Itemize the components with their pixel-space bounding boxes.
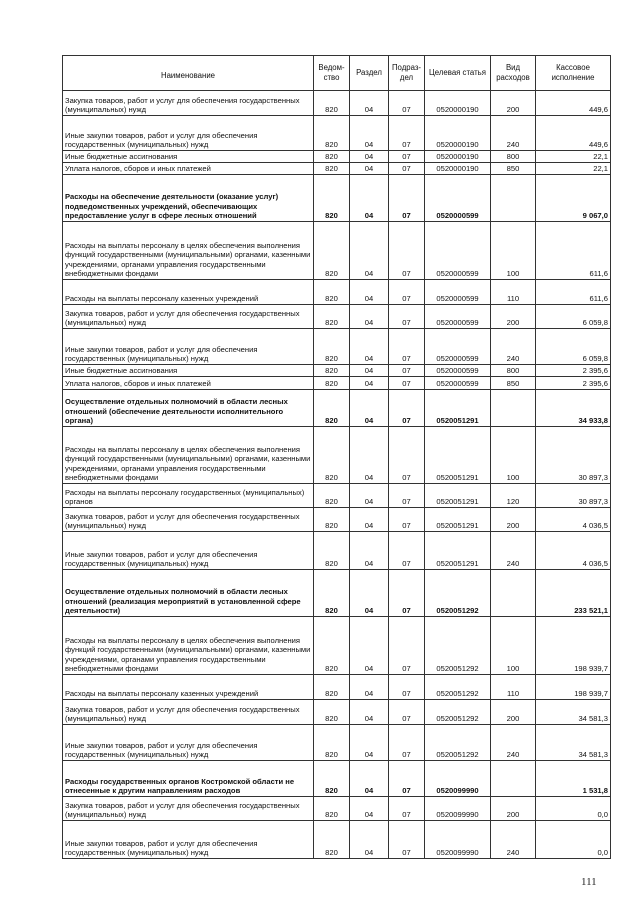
cell-podrazdel: 07 xyxy=(389,151,425,163)
cell-cash: 22,1 xyxy=(536,151,611,163)
cell-razdel: 04 xyxy=(350,675,389,700)
cell-vid: 100 xyxy=(491,222,536,280)
cell-podrazdel: 07 xyxy=(389,427,425,484)
table-row xyxy=(63,761,611,797)
cell-vid: 850 xyxy=(491,377,536,390)
cell-target: 0520000599 xyxy=(425,175,491,222)
table-row xyxy=(63,280,611,305)
cell-ved: 820 xyxy=(314,700,350,725)
cell-target: 0520000599 xyxy=(425,280,491,305)
cell-ved: 820 xyxy=(314,151,350,163)
cell-vid: 240 xyxy=(491,821,536,859)
cell-target: 0520000190 xyxy=(425,163,491,175)
cell-vid: 110 xyxy=(491,675,536,700)
header-cash: Кассовое исполнение xyxy=(536,56,611,91)
cell-razdel: 04 xyxy=(350,305,389,329)
cell-target: 0520051292 xyxy=(425,675,491,700)
cell-target: 0520051291 xyxy=(425,508,491,532)
cell-razdel: 04 xyxy=(350,151,389,163)
cell-target: 0520051291 xyxy=(425,484,491,508)
cell-ved: 820 xyxy=(314,365,350,377)
cell-cash: 2 395,6 xyxy=(536,377,611,390)
cell-cash: 233 521,1 xyxy=(536,570,611,617)
cell-razdel: 04 xyxy=(350,175,389,222)
header-ved: Ведом-ство xyxy=(314,56,350,91)
cell-vid xyxy=(491,570,536,617)
cell-ved: 820 xyxy=(314,427,350,484)
table-row xyxy=(63,675,611,700)
cell-podrazdel: 07 xyxy=(389,797,425,821)
table-row xyxy=(63,570,611,617)
cell-target: 0520051291 xyxy=(425,390,491,427)
cell-name: Расходы на выплаты персоналу казенных учреждений xyxy=(63,675,314,700)
cell-podrazdel: 07 xyxy=(389,163,425,175)
cell-target: 0520051292 xyxy=(425,570,491,617)
cell-cash: 6 059,8 xyxy=(536,305,611,329)
cell-vid: 110 xyxy=(491,280,536,305)
cell-cash: 2 395,6 xyxy=(536,365,611,377)
cell-target: 0520000190 xyxy=(425,151,491,163)
cell-cash: 449,6 xyxy=(536,91,611,116)
cell-name: Закупка товаров, работ и услуг для обеспечения государственных (муниципальных) нужд xyxy=(63,305,314,329)
cell-podrazdel: 07 xyxy=(389,821,425,859)
cell-vid: 800 xyxy=(491,151,536,163)
cell-podrazdel: 07 xyxy=(389,700,425,725)
cell-cash: 22,1 xyxy=(536,163,611,175)
cell-podrazdel: 07 xyxy=(389,222,425,280)
cell-name: Иные закупки товаров, работ и услуг для обеспечения государственных (муниципальных) нужд xyxy=(63,725,314,761)
cell-cash: 30 897,3 xyxy=(536,484,611,508)
cell-podrazdel: 07 xyxy=(389,280,425,305)
cell-cash: 4 036,5 xyxy=(536,508,611,532)
cell-name: Осуществление отдельных полномочий в области лесных отношений (обеспечение деятельности исполнительного органа) xyxy=(63,390,314,427)
cell-target: 0520000190 xyxy=(425,116,491,151)
table-row xyxy=(63,821,611,859)
cell-cash: 4 036,5 xyxy=(536,532,611,570)
cell-name: Иные бюджетные ассигнования xyxy=(63,151,314,163)
cell-ved: 820 xyxy=(314,116,350,151)
cell-cash: 34 581,3 xyxy=(536,700,611,725)
cell-podrazdel: 07 xyxy=(389,390,425,427)
table-row xyxy=(63,725,611,761)
cell-name: Уплата налогов, сборов и иных платежей xyxy=(63,377,314,390)
cell-target: 0520099990 xyxy=(425,821,491,859)
cell-name: Расходы на выплаты персоналу в целях обеспечения выполнения функций государственными (муниципальными) органами, казенными учреждениями, органами управления государственными внебюджетными фондами xyxy=(63,617,314,675)
cell-podrazdel: 07 xyxy=(389,175,425,222)
cell-vid xyxy=(491,390,536,427)
cell-razdel: 04 xyxy=(350,365,389,377)
cell-vid: 800 xyxy=(491,365,536,377)
cell-ved: 820 xyxy=(314,617,350,675)
cell-ved: 820 xyxy=(314,761,350,797)
cell-ved: 820 xyxy=(314,508,350,532)
cell-target: 0520099990 xyxy=(425,761,491,797)
cell-podrazdel: 07 xyxy=(389,484,425,508)
cell-vid: 200 xyxy=(491,797,536,821)
cell-cash: 1 531,8 xyxy=(536,761,611,797)
cell-ved: 820 xyxy=(314,725,350,761)
cell-target: 0520000599 xyxy=(425,377,491,390)
page-number: 111 xyxy=(581,876,597,888)
cell-cash: 449,6 xyxy=(536,116,611,151)
cell-ved: 820 xyxy=(314,797,350,821)
cell-vid: 240 xyxy=(491,329,536,365)
cell-razdel: 04 xyxy=(350,329,389,365)
cell-cash: 0,0 xyxy=(536,821,611,859)
cell-ved: 820 xyxy=(314,280,350,305)
cell-podrazdel: 07 xyxy=(389,761,425,797)
cell-podrazdel: 07 xyxy=(389,725,425,761)
cell-target: 0520000599 xyxy=(425,305,491,329)
cell-podrazdel: 07 xyxy=(389,365,425,377)
table-row xyxy=(63,91,611,116)
cell-cash: 611,6 xyxy=(536,280,611,305)
table-row xyxy=(63,700,611,725)
cell-target: 0520000190 xyxy=(425,91,491,116)
cell-name: Иные закупки товаров, работ и услуг для обеспечения государственных (муниципальных) нужд xyxy=(63,821,314,859)
cell-target: 0520099990 xyxy=(425,797,491,821)
cell-name: Закупка товаров, работ и услуг для обеспечения государственных (муниципальных) нужд xyxy=(63,91,314,116)
cell-podrazdel: 07 xyxy=(389,377,425,390)
table-header-row xyxy=(63,56,611,91)
cell-target: 0520051292 xyxy=(425,725,491,761)
cell-cash: 6 059,8 xyxy=(536,329,611,365)
cell-name: Иные бюджетные ассигнования xyxy=(63,365,314,377)
header-podrazdel: Подраз-дел xyxy=(389,56,425,91)
cell-podrazdel: 07 xyxy=(389,329,425,365)
cell-razdel: 04 xyxy=(350,570,389,617)
cell-name: Расходы на выплаты персоналу в целях обеспечения выполнения функций государственными (муниципальными) органами, казенными учреждениями, органами управления государственными внебюджетными фондами xyxy=(63,427,314,484)
table-row xyxy=(63,222,611,280)
table-row xyxy=(63,365,611,377)
table-row xyxy=(63,329,611,365)
cell-cash: 34 581,3 xyxy=(536,725,611,761)
cell-podrazdel: 07 xyxy=(389,116,425,151)
cell-ved: 820 xyxy=(314,329,350,365)
cell-vid: 200 xyxy=(491,305,536,329)
cell-razdel: 04 xyxy=(350,700,389,725)
cell-razdel: 04 xyxy=(350,508,389,532)
table-row xyxy=(63,116,611,151)
cell-name: Расходы государственных органов Костромской области не отнесенные к другим направлениям расходов xyxy=(63,761,314,797)
cell-name: Расходы на выплаты персоналу казенных учреждений xyxy=(63,280,314,305)
header-name: Наименование xyxy=(63,56,314,91)
cell-razdel: 04 xyxy=(350,377,389,390)
cell-cash: 30 897,3 xyxy=(536,427,611,484)
header-razdel: Раздел xyxy=(350,56,389,91)
cell-cash: 611,6 xyxy=(536,222,611,280)
cell-ved: 820 xyxy=(314,222,350,280)
cell-name: Иные закупки товаров, работ и услуг для обеспечения государственных (муниципальных) нужд xyxy=(63,532,314,570)
cell-name: Закупка товаров, работ и услуг для обеспечения государственных (муниципальных) нужд xyxy=(63,700,314,725)
cell-vid: 200 xyxy=(491,91,536,116)
cell-podrazdel: 07 xyxy=(389,305,425,329)
cell-ved: 820 xyxy=(314,390,350,427)
cell-ved: 820 xyxy=(314,484,350,508)
cell-razdel: 04 xyxy=(350,761,389,797)
cell-name: Уплата налогов, сборов и иных платежей xyxy=(63,163,314,175)
cell-vid: 240 xyxy=(491,532,536,570)
cell-ved: 820 xyxy=(314,305,350,329)
cell-cash: 198 939,7 xyxy=(536,617,611,675)
cell-razdel: 04 xyxy=(350,797,389,821)
cell-razdel: 04 xyxy=(350,617,389,675)
table-row xyxy=(63,427,611,484)
cell-ved: 820 xyxy=(314,163,350,175)
cell-cash: 9 067,0 xyxy=(536,175,611,222)
cell-vid: 100 xyxy=(491,427,536,484)
table-row xyxy=(63,305,611,329)
cell-name: Осуществление отдельных полномочий в области лесных отношений (реализация мероприятий в установленной сфере деятельности) xyxy=(63,570,314,617)
cell-name: Расходы на выплаты персоналу государственных (муниципальных) органов xyxy=(63,484,314,508)
cell-name: Расходы на обеспечение деятельности (оказание услуг) подведомственных учреждений, обеспечивающих предоставление услуг в сфере лесных отношений xyxy=(63,175,314,222)
table-row xyxy=(63,617,611,675)
cell-razdel: 04 xyxy=(350,222,389,280)
cell-razdel: 04 xyxy=(350,91,389,116)
cell-podrazdel: 07 xyxy=(389,532,425,570)
table-body xyxy=(63,91,611,859)
cell-razdel: 04 xyxy=(350,390,389,427)
cell-cash: 0,0 xyxy=(536,797,611,821)
cell-razdel: 04 xyxy=(350,427,389,484)
cell-target: 0520000599 xyxy=(425,222,491,280)
budget-table-sheet xyxy=(62,55,610,859)
table-row xyxy=(63,175,611,222)
cell-target: 0520051292 xyxy=(425,700,491,725)
cell-ved: 820 xyxy=(314,532,350,570)
cell-target: 0520000599 xyxy=(425,329,491,365)
cell-target: 0520000599 xyxy=(425,365,491,377)
table-row xyxy=(63,163,611,175)
cell-ved: 820 xyxy=(314,377,350,390)
cell-razdel: 04 xyxy=(350,163,389,175)
cell-ved: 820 xyxy=(314,675,350,700)
cell-razdel: 04 xyxy=(350,116,389,151)
cell-vid xyxy=(491,175,536,222)
table-row xyxy=(63,390,611,427)
cell-podrazdel: 07 xyxy=(389,508,425,532)
cell-razdel: 04 xyxy=(350,532,389,570)
cell-vid xyxy=(491,761,536,797)
cell-cash: 198 939,7 xyxy=(536,675,611,700)
cell-name: Иные закупки товаров, работ и услуг для обеспечения государственных (муниципальных) нужд xyxy=(63,329,314,365)
cell-vid: 200 xyxy=(491,508,536,532)
cell-cash: 34 933,8 xyxy=(536,390,611,427)
cell-podrazdel: 07 xyxy=(389,675,425,700)
cell-podrazdel: 07 xyxy=(389,91,425,116)
cell-ved: 820 xyxy=(314,821,350,859)
cell-razdel: 04 xyxy=(350,484,389,508)
cell-name: Закупка товаров, работ и услуг для обеспечения государственных (муниципальных) нужд xyxy=(63,797,314,821)
table-row xyxy=(63,532,611,570)
header-vid: Вид расходов xyxy=(491,56,536,91)
cell-vid: 200 xyxy=(491,700,536,725)
cell-podrazdel: 07 xyxy=(389,617,425,675)
cell-vid: 850 xyxy=(491,163,536,175)
cell-razdel: 04 xyxy=(350,725,389,761)
table-row xyxy=(63,377,611,390)
cell-ved: 820 xyxy=(314,91,350,116)
cell-razdel: 04 xyxy=(350,821,389,859)
cell-vid: 120 xyxy=(491,484,536,508)
cell-name: Закупка товаров, работ и услуг для обеспечения государственных (муниципальных) нужд xyxy=(63,508,314,532)
cell-ved: 820 xyxy=(314,175,350,222)
cell-target: 0520051291 xyxy=(425,427,491,484)
cell-vid: 100 xyxy=(491,617,536,675)
table-row xyxy=(63,797,611,821)
cell-target: 0520051292 xyxy=(425,617,491,675)
cell-vid: 240 xyxy=(491,725,536,761)
table-row xyxy=(63,151,611,163)
cell-podrazdel: 07 xyxy=(389,570,425,617)
cell-name: Расходы на выплаты персоналу в целях обеспечения выполнения функций государственными (муниципальными) органами, казенными учреждениями, органами управления государственными внебюджетными фондами xyxy=(63,222,314,280)
cell-vid: 240 xyxy=(491,116,536,151)
table-row xyxy=(63,508,611,532)
table-row xyxy=(63,484,611,508)
cell-ved: 820 xyxy=(314,570,350,617)
cell-target: 0520051291 xyxy=(425,532,491,570)
cell-name: Иные закупки товаров, работ и услуг для обеспечения государственных (муниципальных) нужд xyxy=(63,116,314,151)
budget-execution-table xyxy=(62,55,611,859)
header-target: Целевая статья xyxy=(425,56,491,91)
cell-razdel: 04 xyxy=(350,280,389,305)
